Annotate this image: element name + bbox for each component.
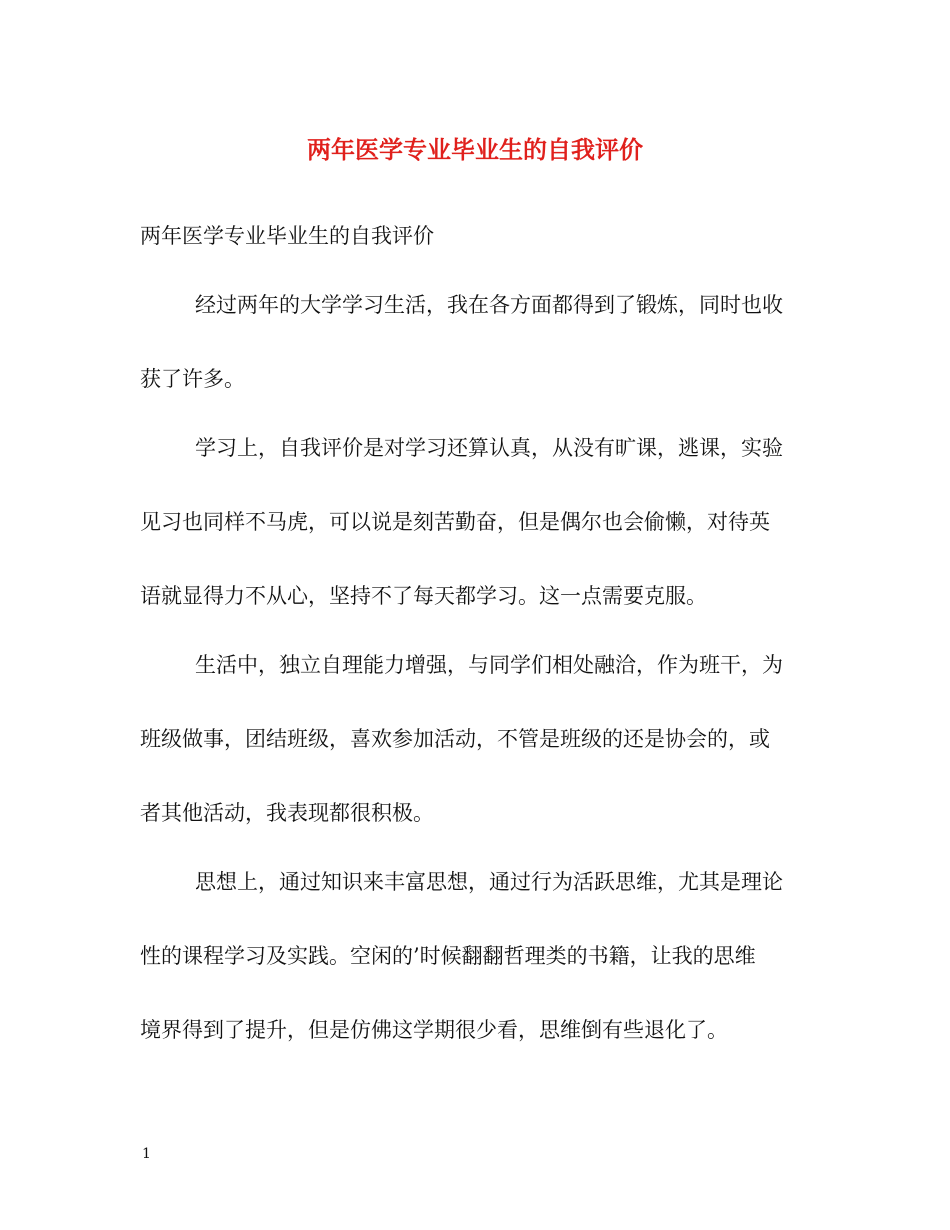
paragraph-4 xyxy=(140,864,810,1048)
paragraph-line: 学习上，自我评价是对学习还算认真，从没有旷课，逃课，实验 xyxy=(195,436,783,460)
paragraph-line: 者其他活动，我表现都很积极。 xyxy=(140,801,434,825)
paragraph-line: 见习也同样不马虎，可以说是刻苦勤奋，但是偶尔也会偷懒，对待英 xyxy=(140,510,770,534)
paragraph-line: 获了许多。 xyxy=(140,367,245,391)
document-subtitle: 两年医学专业毕业生的自我评价 xyxy=(140,224,434,248)
document-body xyxy=(140,218,810,1048)
paragraph-3 xyxy=(140,647,810,831)
paragraph-line: 语就显得力不从心，坚持不了每天都学习。这一点需要克服。 xyxy=(140,584,707,608)
paragraph-1 xyxy=(140,287,810,397)
page-number: 1 xyxy=(142,1146,151,1162)
paragraph-2 xyxy=(140,430,810,614)
paragraph-line: 班级做事，团结班级，喜欢参加活动，不管是班级的还是协会的，或 xyxy=(140,727,770,751)
paragraph-line: 经过两年的大学学习生活，我在各方面都得到了锻炼，同时也收 xyxy=(195,293,783,317)
paragraph-line: 生活中，独立自理能力增强，与同学们相处融洽，作为班干，为 xyxy=(195,653,783,677)
document-title: 两年医学专业毕业生的自我评价 xyxy=(307,135,643,164)
paragraph-line: 境界得到了提升，但是仿佛这学期很少看，思维倒有些退化了。 xyxy=(140,1018,728,1042)
paragraph-line: 思想上，通过知识来丰富思想，通过行为活跃思维，尤其是理论 xyxy=(195,870,783,894)
paragraph-line: 性的课程学习及实践。空闲的’时候翻翻哲理类的书籍，让我的思维 xyxy=(140,944,756,968)
